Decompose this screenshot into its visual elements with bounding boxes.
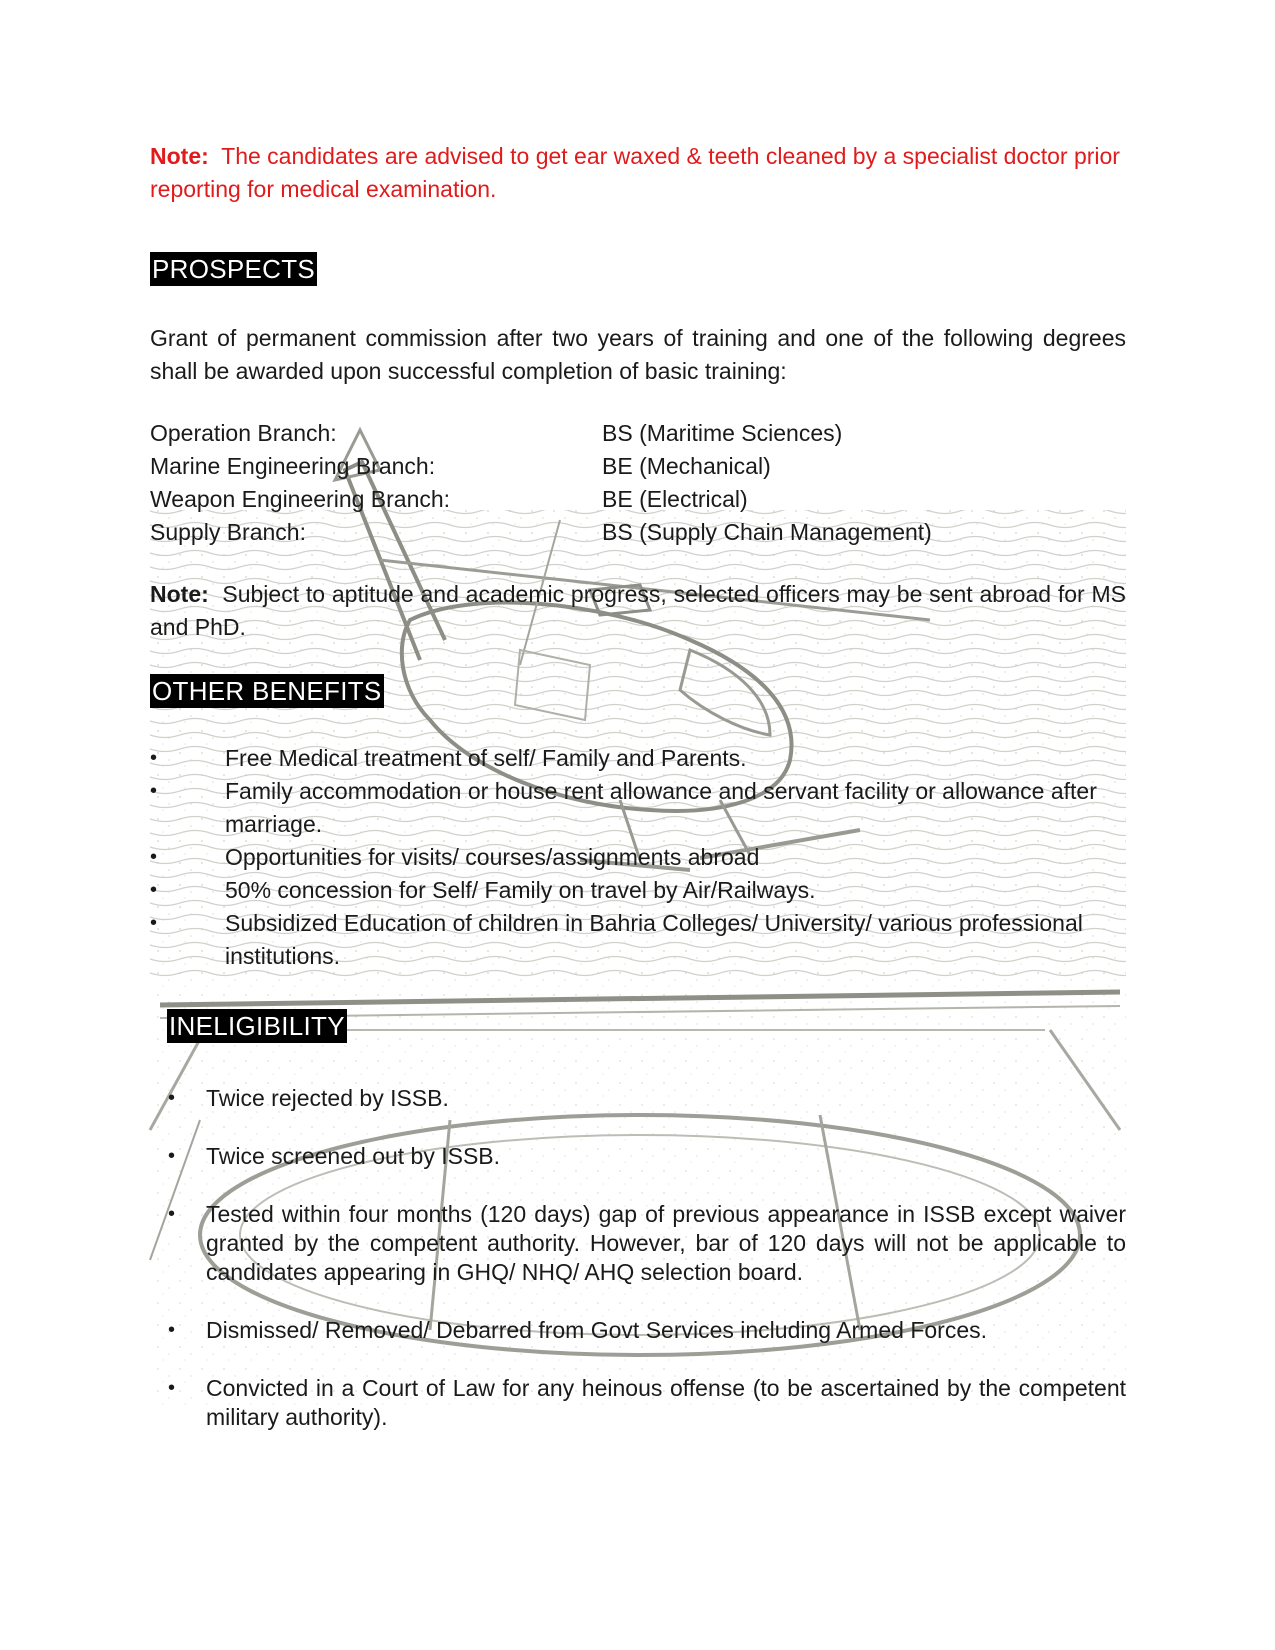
list-item <box>150 841 1126 874</box>
abroad-note-text: Subject to aptitude and academic progress, selected officers may be sent abroad for MS and PhD. <box>150 581 1126 640</box>
ineligibility-text: Tested within four months (120 days) gap of previous appearance in ISSB except waiver granted by the competent authority. However, bar of 120 days will not be applicable to candidates appearing in GHQ/ NHQ/ AHQ selection board. <box>206 1201 1126 1285</box>
ineligibility-heading: INELIGIBILITY <box>169 1011 345 1041</box>
bullet: • <box>150 747 158 769</box>
ineligibility-text: Convicted in a Court of Law for any heinous offense (to be ascertained by the competent military authority). <box>206 1375 1126 1430</box>
abroad-note <box>150 578 1126 644</box>
benefits-list <box>150 742 1126 973</box>
document-body <box>150 140 1126 1461</box>
ineligibility-text: Twice screened out by ISSB. <box>206 1143 501 1169</box>
medical-note-lead: Note: <box>150 143 209 169</box>
bullet: • <box>150 912 158 934</box>
list-item <box>150 1316 1126 1345</box>
ineligibility-text: Dismissed/ Removed/ Debarred from Govt Services including Armed Forces. <box>206 1317 988 1343</box>
ineligibility-text: Twice rejected by ISSB. <box>206 1085 449 1111</box>
abroad-note-lead: Note: <box>150 581 209 607</box>
degree-branch: Supply Branch: <box>150 519 306 545</box>
other-benefits-heading: OTHER BENEFITS <box>152 676 382 706</box>
medical-note <box>150 140 1126 206</box>
prospects-intro: Grant of permanent commission after two years of training and one of the following degrees shall be awarded upon successful completion of basic training: <box>150 325 1126 384</box>
list-item <box>150 874 1126 907</box>
degree-name: BE (Electrical) <box>602 486 748 512</box>
degree-branch: Marine Engineering Branch: <box>150 453 436 479</box>
bullet: • <box>168 1145 176 1167</box>
list-item <box>150 742 1126 775</box>
bullet: • <box>150 846 158 868</box>
list-item <box>150 1084 1126 1113</box>
degrees-table <box>150 417 1126 549</box>
medical-note-text: The candidates are advised to get ear waxed & teeth cleaned by a specialist doctor prior reporting for medical examination. <box>150 143 1120 202</box>
benefit-text: Free Medical treatment of self/ Family and Parents. <box>225 745 747 771</box>
benefit-text: Opportunities for visits/ courses/assignments abroad <box>225 844 760 870</box>
bullet: • <box>168 1319 176 1341</box>
benefit-text: Family accommodation or house rent allowance and servant facility or allowance after marriage. <box>225 778 1097 837</box>
prospects-heading: PROSPECTS <box>152 254 316 284</box>
degree-branch: Weapon Engineering Branch: <box>150 486 451 512</box>
benefit-text: 50% concession for Self/ Family on travel by Air/Railways. <box>225 877 816 903</box>
list-item <box>150 775 1126 841</box>
bullet: • <box>168 1087 176 1109</box>
list-item <box>150 1142 1126 1171</box>
bullet: • <box>150 780 158 802</box>
bullet: • <box>150 879 158 901</box>
list-item <box>150 1374 1126 1432</box>
ineligibility-list <box>150 1084 1126 1432</box>
degree-name: BS (Maritime Sciences) <box>602 420 843 446</box>
benefit-text: Subsidized Education of children in Bahria Colleges/ University/ various professional institutions. <box>225 910 1083 969</box>
list-item <box>150 1200 1126 1287</box>
degree-name: BE (Mechanical) <box>602 453 771 479</box>
degree-branch: Operation Branch: <box>150 420 337 446</box>
list-item <box>150 907 1126 973</box>
degree-name: BS (Supply Chain Management) <box>602 519 932 545</box>
bullet: • <box>168 1377 176 1399</box>
bullet: • <box>168 1203 176 1225</box>
